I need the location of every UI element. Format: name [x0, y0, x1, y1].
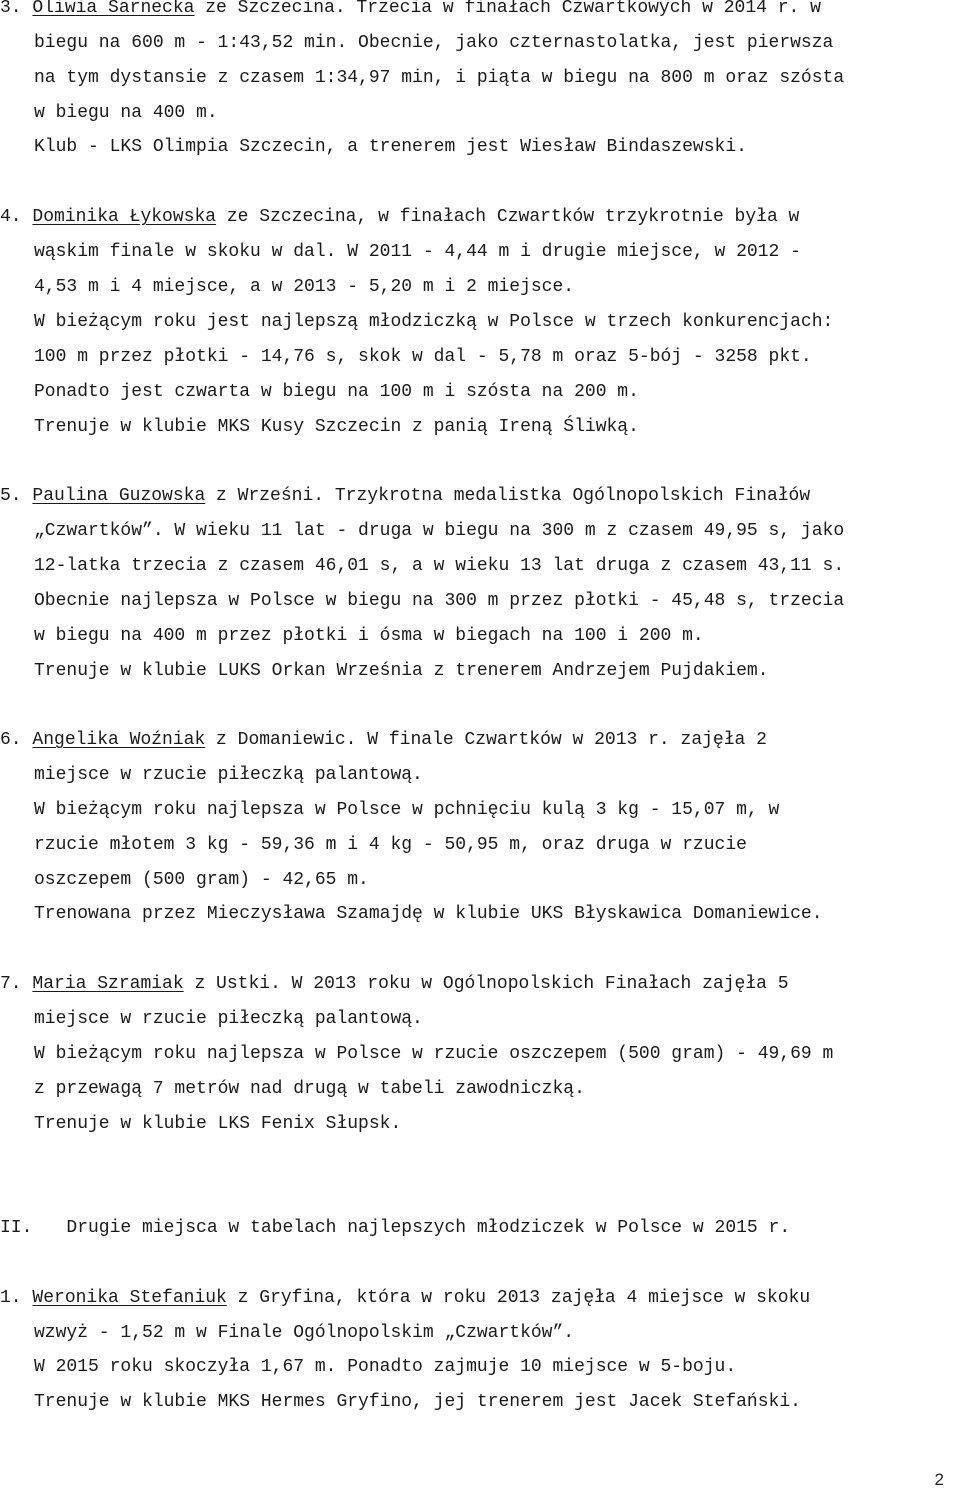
athlete-name: Paulina Guzowska: [32, 486, 206, 506]
item-7-line-5: Trenuje w klubie LKS Fenix Słupsk.: [34, 1114, 402, 1134]
item-3-line-2: biegu na 600 m - 1:43,52 min. Obecnie, jako czternastolatka, jest pierwsza: [34, 33, 834, 53]
item-5-line-4: Obecnie najlepsza w Polsce w biegu na 300 m przez płotki - 45,48 s, trzecia: [34, 591, 845, 611]
athlete-name: Maria Szramiak: [32, 974, 184, 994]
section-heading: [0, 1217, 790, 1239]
section-numeral: II.: [0, 1218, 33, 1238]
item-5-line-5: w biegu na 400 m przez płotki i ósma w biegach na 100 i 200 m.: [34, 626, 704, 646]
item-6-line-5: oszczepem (500 gram) - 42,65 m.: [34, 870, 369, 890]
item-3-line-1: 3. Oliwia Sarnecka ze Szczecina. Trzecia w finałach Czwartkowych w 2014 r. w: [0, 0, 821, 18]
item-4-line-4: W bieżącym roku jest najlepszą młodziczką w Polsce w trzech konkurencjach:: [34, 312, 834, 332]
item-5-line-3: 12-latka trzecia z czasem 46,01 s, a w wieku 13 lat druga z czasem 43,11 s.: [34, 556, 845, 576]
item-number: 7.: [0, 974, 22, 994]
item-6-line-1: 6. Angelika Woźniak z Domaniewic. W finale Czwartków w 2013 r. zajęła 2: [0, 730, 767, 750]
item-4-line-2: wąskim finale w skoku w dal. W 2011 - 4,44 m i drugie miejsce, w 2012 -: [34, 242, 801, 262]
athlete-name: Weronika Stefaniuk: [32, 1288, 227, 1308]
item-6-line-4: rzucie młotem 3 kg - 59,36 m i 4 kg - 50,95 m, oraz druga w rzucie: [34, 835, 747, 855]
item-5-line-1: 5. Paulina Guzowska z Wrześni. Trzykrotna medalistka Ogólnopolskich Finałów: [0, 486, 811, 506]
item-4-line-5: 100 m przez płotki - 14,76 s, skok w dal - 5,78 m oraz 5-bój - 3258 pkt.: [34, 347, 812, 367]
athlete-name: Oliwia Sarnecka: [32, 0, 195, 18]
section-item-1-line-4: Trenuje w klubie MKS Hermes Gryfino, jej trenerem jest Jacek Stefański.: [34, 1392, 801, 1412]
item-7-line-2: miejsce w rzucie piłeczką palantową.: [34, 1009, 423, 1029]
item-6-line-2: miejsce w rzucie piłeczką palantową.: [34, 765, 423, 785]
item-number: 3.: [0, 0, 22, 18]
section-item-1-line-3: W 2015 roku skoczyła 1,67 m. Ponadto zajmuje 10 miejsce w 5-boju.: [34, 1357, 737, 1377]
item-number: 4.: [0, 207, 22, 227]
item-3-line-3: na tym dystansie z czasem 1:34,97 min, i piąta w biegu na 800 m oraz szósta: [34, 68, 845, 88]
item-4-line-1: 4. Dominika Łykowska ze Szczecina, w finałach Czwartków trzykrotnie była w: [0, 207, 800, 227]
item-7-line-4: z przewagą 7 metrów nad drugą w tabeli zawodniczką.: [34, 1079, 585, 1099]
section-item-1-line-2: wzwyż - 1,52 m w Finale Ogólnopolskim „Czwartków”.: [34, 1323, 575, 1343]
item-4-line-3: 4,53 m i 4 miejsce, a w 2013 - 5,20 m i 2 miejsce.: [34, 277, 575, 297]
athlete-name: Dominika Łykowska: [32, 207, 217, 227]
item-5-line-6: Trenuje w klubie LUKS Orkan Września z trenerem Andrzejem Pujdakiem.: [34, 661, 769, 681]
page-number: 2: [934, 1470, 944, 1489]
item-5-line-2: „Czwartków”. W wieku 11 lat - druga w biegu na 300 m z czasem 49,95 s, jako: [34, 521, 845, 541]
item-number: 1.: [0, 1288, 22, 1308]
item-4-line-7: Trenuje w klubie MKS Kusy Szczecin z panią Ireną Śliwką.: [34, 417, 639, 437]
item-7-line-1: 7. Maria Szramiak z Ustki. W 2013 roku w Ogólnopolskich Finałach zajęła 5: [0, 974, 789, 994]
item-4-line-6: Ponadto jest czwarta w biegu na 100 m i szósta na 200 m.: [34, 382, 639, 402]
item-number: 6.: [0, 730, 22, 750]
section-title: Drugie miejsca w tabelach najlepszych młodziczek w Polsce w 2015 r.: [66, 1218, 791, 1238]
item-3-line-4: w biegu na 400 m.: [34, 103, 218, 123]
item-6-line-6: Trenowana przez Mieczysława Szamajdę w klubie UKS Błyskawica Domaniewice.: [34, 904, 823, 924]
section-item-1-line-1: 1. Weronika Stefaniuk z Gryfina, która w roku 2013 zajęła 4 miejsce w skoku: [0, 1288, 811, 1308]
item-6-line-3: W bieżącym roku najlepsza w Polsce w pchnięciu kulą 3 kg - 15,07 m, w: [34, 800, 780, 820]
item-number: 5.: [0, 486, 22, 506]
item-3-line-5: Klub - LKS Olimpia Szczecin, a trenerem jest Wiesław Bindaszewski.: [34, 137, 747, 157]
item-7-line-3: W bieżącym roku najlepsza w Polsce w rzucie oszczepem (500 gram) - 49,69 m: [34, 1044, 834, 1064]
athlete-name: Angelika Woźniak: [32, 730, 206, 750]
